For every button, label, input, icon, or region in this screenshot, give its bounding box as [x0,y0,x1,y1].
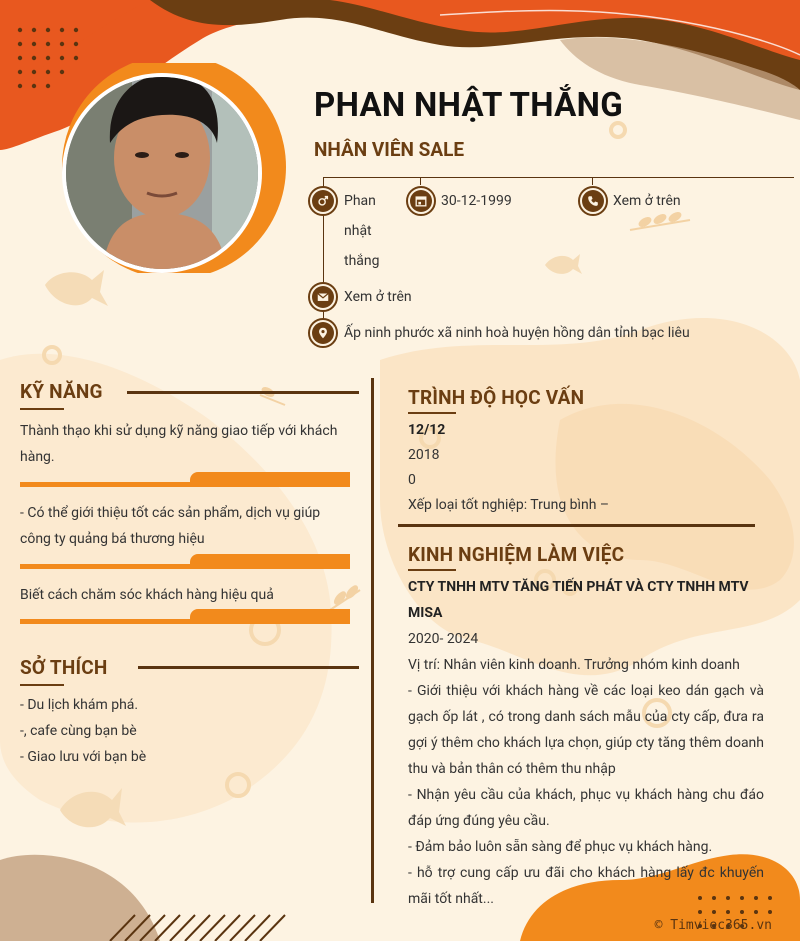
skill-bar-fill [190,472,350,487]
column-divider [371,378,374,903]
education-year: 2018 [408,447,440,463]
education-title: TRÌNH ĐỘ HỌC VẤN [408,386,585,409]
education-bottom-rule [398,524,755,527]
email-value: Xem ở trên [344,289,412,305]
hobby-item: - Du lịch khám phá. [20,697,139,713]
education-grade: Xếp loại tốt nghiệp: Trung bình – [408,497,610,513]
gender-line: nhật [344,223,372,239]
location-icon [308,318,338,348]
gender-icon [308,186,338,216]
candidate-name: PHAN NHẬT THẮNG [314,86,623,125]
experience-detail: - hỗ trợ cung cấp ưu đãi cho khách hàng lấy đc khuyến mãi tốt nhất... [408,865,764,907]
skills-title: KỸ NĂNG [20,380,103,403]
experience-detail: - Đảm bảo luôn sẵn sàng để phục vụ khách hàng. [408,839,713,855]
phone-icon [578,186,608,216]
skills-title-underline [20,408,64,410]
header-tick [592,177,593,185]
skill-item: - Có thể giới thiệu tốt các sản phẩm, dịch vụ giúp công ty quảng bá thương hiệu [20,505,321,547]
education-school: 12/12 [408,422,446,438]
hobbies-title-rule [138,666,359,669]
experience-company: CTY TNHH MTV TĂNG TIẾN PHÁT VÀ CTY TNHH MTV MISA [408,579,749,621]
address-value: Ấp ninh phước xã ninh hoà huyện hồng dân tỉnh bạc liêu [344,325,690,341]
hobby-list [20,692,146,770]
experience-title-underline [408,569,456,571]
experience-block [408,574,764,912]
education-score: 0 [408,472,416,488]
skill-bar-fill [190,554,350,569]
gender-value [344,186,380,276]
gender-line: Phan [344,193,376,209]
gender-line: thắng [344,253,380,269]
skill-bar-fill [190,609,350,624]
birthday-value: 30-12-1999 [441,193,512,209]
hobbies-title: SỞ THÍCH [20,656,108,679]
experience-detail: - Nhận yêu cầu của khách, phục vụ khách hàng chu đáo đáp ứng đúng yêu cầu. [408,787,764,829]
education-block [408,418,764,518]
watermark: © Timviec365.vn [654,918,772,933]
phone-value: Xem ở trên [613,193,681,209]
header-rule [324,177,794,178]
hobby-item: - Giao lưu với bạn bè [20,749,147,765]
header-tick [420,177,421,185]
skills-title-rule [127,391,359,394]
hobbies-title-underline [20,684,64,686]
email-icon [308,282,338,312]
profile-photo [52,63,288,273]
experience-period: 2020- 2024 [408,631,479,647]
skill-item: Biết cách chăm sóc khách hàng hiệu quả [20,587,274,603]
calendar-icon [406,186,436,216]
experience-position: Vị trí: Nhân viên kinh doanh. Trưởng nhóm kinh doanh [408,657,740,673]
education-title-underline [408,412,456,414]
experience-detail: - Giới thiệu với khách hàng về các loại keo dán gạch và gạch ốp lát , có trong danh sách mẫu của cty cấp, đưa ra gợi ý thêm cho khách lựa chọn, giúp cty tăng thêm doanh thu và bản thân có thêm thu nhập [408,683,764,777]
hobby-item: -, cafe cùng bạn bè [20,723,137,739]
skill-item: Thành thạo khi sử dụng kỹ năng giao tiếp với khách hàng. [20,423,338,465]
experience-title: KINH NGHIỆM LÀM VIỆC [408,543,625,566]
job-title: NHÂN VIÊN SALE [314,138,465,161]
